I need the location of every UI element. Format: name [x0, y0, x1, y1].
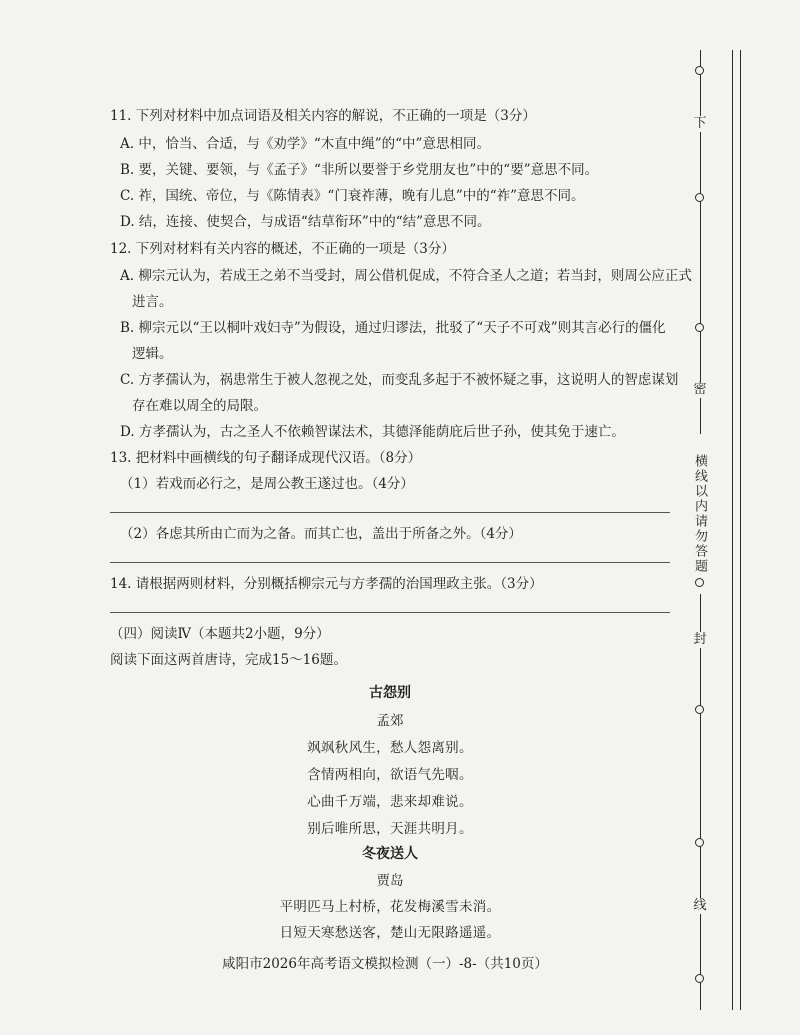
- question-12-option-c-cont: 存在难以周全的局限。: [132, 398, 267, 414]
- question-12-option-a-cont: 进言。: [132, 294, 173, 310]
- seal-warning-note: 横线以内请勿答题: [692, 434, 708, 594]
- question-12-option-c: C. 方孝孺认为，祸患常生于被人忽视之处，而变乱多起于不被怀疑之事，这说明人的智虑谋划: [120, 372, 679, 388]
- seal-circle: [695, 974, 704, 983]
- poem-1-title: 古怨别: [369, 685, 411, 701]
- question-12-stem: 12. 下列对材料有关内容的概述，不正确的一项是（3分）: [110, 241, 455, 257]
- question-12-option-a: A. 柳宗元认为，若成王之弟不当受封，周公借机促成，不符合圣人之道；若当封，则周公应正式: [120, 268, 692, 284]
- seal-line-outer: [732, 50, 733, 1010]
- answer-line-14: [110, 612, 670, 613]
- question-13-sentence-1: （1）若戏而必行之，是周公教王遂过也。（4分）: [120, 476, 414, 492]
- poem-1-line-3: 心曲千万端，悲来却难说。: [307, 794, 473, 810]
- question-13-sentence-2: （2）各虑其所由亡而为之备。而其亡也，盖出于所备之外。（4分）: [120, 526, 522, 542]
- question-14-stem: 14. 请根据两则材料，分别概括柳宗元与方孝孺的治国理政主张。（3分）: [110, 576, 543, 592]
- seal-char-3: 封: [693, 632, 707, 647]
- seal-char-4: 线: [693, 898, 707, 913]
- poem-2-author: 贾岛: [376, 873, 404, 889]
- seal-char-1: 下: [693, 116, 707, 131]
- poem-2-line-1: 平明匹马上村桥，花发梅溪雪未消。: [279, 899, 501, 915]
- section-instruction: 阅读下面这两首唐诗，完成15～16题。: [110, 652, 347, 668]
- seal-line-outer-2: [740, 50, 741, 1010]
- question-12-option-d: D. 方孝孺认为，古之圣人不依赖智谋法术，其德泽能荫庇后世子孙，使其免于速亡。: [120, 424, 625, 440]
- poem-1-line-4: 别后唯所思，天涯共明月。: [307, 821, 473, 837]
- answer-line-13-1: [110, 512, 670, 513]
- answer-line-13-2: [110, 562, 670, 563]
- seal-circle: [695, 705, 704, 714]
- question-11-stem: 11. 下列对材料中加点词语及相关内容的解说，不正确的一项是（3分）: [110, 108, 536, 124]
- question-11-option-a: A. 中，恰当、合适，与《劝学》“木直中绳”的“中”意思相同。: [120, 136, 490, 152]
- question-12-option-b: B. 柳宗元以“王以桐叶戏妇寺”为假设，通过归谬法，批驳了“天子不可戏”则其言必行的僵化: [120, 320, 666, 336]
- page-footer: 咸阳市2026年高考语文模拟检测（一）-8-（共10页）: [222, 956, 548, 972]
- poem-1-line-2: 含情两相向，欲语气先咽。: [307, 767, 473, 783]
- poem-2-title: 冬夜送人: [362, 846, 418, 862]
- question-11-option-d: D. 结，连接、使契合，与成语“结草衔环”中的“结”意思不同。: [120, 214, 491, 230]
- seal-line-margin: [674, 50, 764, 1010]
- section-header: （四）阅读Ⅳ（本题共2小题，9分）: [110, 626, 330, 642]
- poem-2-line-2: 日短天寒愁送客，楚山无限路遥遥。: [279, 925, 501, 941]
- poem-1-author: 孟郊: [376, 713, 404, 729]
- poem-1-line-1: 飒飒秋风生，愁人怨离别。: [307, 740, 473, 756]
- seal-char-2: 密: [693, 382, 707, 397]
- question-11-option-b: B. 要，关键、要领，与《孟子》“非所以要誉于乡党朋友也”中的“要”意思不同。: [120, 162, 599, 178]
- question-12-option-b-cont: 逻辑。: [132, 346, 173, 362]
- question-13-stem: 13. 把材料中画横线的句子翻译成现代汉语。（8分）: [110, 450, 422, 466]
- seal-circle: [695, 66, 704, 75]
- seal-circle: [695, 323, 704, 332]
- seal-circle: [695, 578, 704, 587]
- seal-circle: [695, 838, 704, 847]
- question-11-option-c: C. 祚，国统、帝位，与《陈情表》“门衰祚薄，晚有儿息”中的“祚”意思不同。: [120, 188, 585, 204]
- seal-circle: [695, 193, 704, 202]
